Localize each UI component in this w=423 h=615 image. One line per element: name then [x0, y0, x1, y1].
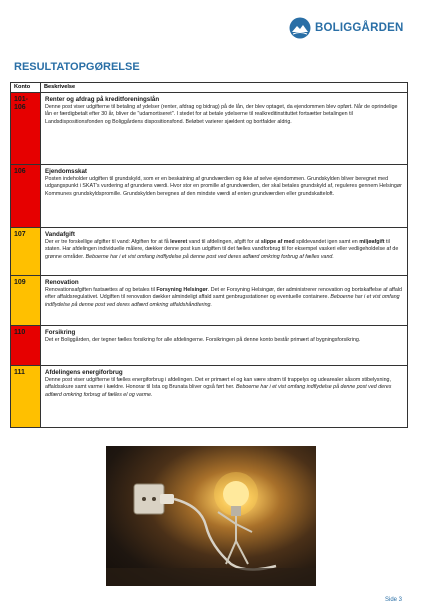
konto-cell: 101- 106 — [11, 93, 41, 165]
table-row — [11, 326, 408, 366]
table-row — [11, 228, 408, 276]
budget-table — [10, 82, 408, 428]
konto-cell: 109 — [11, 276, 41, 326]
table-row — [11, 165, 408, 228]
section-title: Afdelingens energiforbrug — [45, 369, 123, 376]
section-title: Vandafgift — [45, 231, 75, 238]
description-cell — [41, 165, 408, 228]
logo-mark-icon — [289, 17, 311, 39]
description-cell — [41, 228, 408, 276]
section-body: Denne post viser udgifterne til fælles energiforbrug i afdelingen. Det er primært el og kan være strøm til trappelys og udearealer såsom stibelysning, affaldsskure samt varme i kældre. Honorar til Ista og Brunata bliver også ført her. Beboerne har i et vist omfang indflydelse på denne post ved deres adfærd omkring forbrug af fælles el og varme. — [45, 377, 392, 398]
description-cell — [41, 366, 408, 428]
table-row — [11, 276, 408, 326]
section-title: Renter og afdrag på kreditforeningslån — [45, 96, 160, 103]
description-cell — [41, 93, 408, 165]
section-body: Posten indeholder udgiften til grundskyld, som er en beskatning af grundværdien og ikke af selve ejendommen. Grundskylden bliver beregnet med udgangspunkt i SKAT's vurdering af grundens værdi. Hvor stor en promille af grundværdien, der skal betales grundskyld af, reguleres gennem Helsingør Kommunes grundskyldspromille. Grundskylden beregnes af den mindste værdi af enten grundværdien eller grundskatteloft. — [45, 176, 402, 197]
section-body: Renovationsafgiften fastsættes af og betales til Forsyning Helsingør. Det er Forsyning Helsingør, der administrerer renovation og bortskaffelse af affald efter affaldsregulativet. Udgiften til renovation dækker almindeligt affald samt genbrugsstationer og eventuelle containere. Beboerne har i et vist omfang indflydelse på denne post ved deres adfærd omkring affaldshåndtering. — [45, 287, 402, 308]
lightbulb-photo — [106, 446, 316, 586]
page-number: Side 3 — [385, 597, 403, 603]
column-header-konto: Konto — [11, 83, 41, 93]
column-header-beskrivelse: Beskrivelse — [41, 83, 408, 93]
konto-cell: 107 — [11, 228, 41, 276]
lightbulb-figure-illustration — [106, 446, 316, 586]
table-header-row — [11, 83, 408, 93]
section-title: Ejendomsskat — [45, 168, 87, 175]
boliggaarden-logo — [289, 17, 403, 39]
description-cell — [41, 326, 408, 366]
konto-cell: 111 — [11, 366, 41, 428]
logo-text: BOLIGGÅRDEN — [315, 22, 404, 34]
konto-cell: 106 — [11, 165, 41, 228]
konto-cell: 110 — [11, 326, 41, 366]
table-row — [11, 366, 408, 428]
section-body: Det er Boliggården, der tegner fælles forsikring for alle afdelingerne. Forsikringen på denne konto består primært af bygningsforsikring. — [45, 337, 361, 343]
description-cell — [41, 276, 408, 326]
section-title: Renovation — [45, 279, 79, 286]
table-row — [11, 93, 408, 165]
section-body: Der er tre forskellige afgifter til vand: Afgiften for at få leveret vand til afdelingen, afgift for at slippe af med spildevandet igen samt en miljøafgift til staten. Har afdelingen individuelle målere, dækker denne post kun udgiften til det fælles vandforbrug til for eksempel vaskeri eller vedligeholdelse af de grønne områder. Beboerne har i et vist omfang indflydelse på denne post ved deres adfærd omkring forbrug af fælles vand. — [45, 239, 399, 260]
section-title: Forsikring — [45, 329, 76, 336]
section-body: Denne post viser udgifterne til betaling af ydelser (renter, afdrag og bidrag) på de lån, der blev optaget, da ejendommen blev opført. Når de oprindelige lån er færdigbetalt efter 30 år, bliver de "udamortiseret". I stedet for at betale ydelserne til realkreditinstituttet fortsætter betalingen til Landsdispositionsfonden og Boliggårdens dispositionsfond. Beløbet varierer sjældent og bortfalder aldrig. — [45, 104, 398, 125]
page-title: RESULTATOPGØRELSE — [14, 61, 140, 73]
